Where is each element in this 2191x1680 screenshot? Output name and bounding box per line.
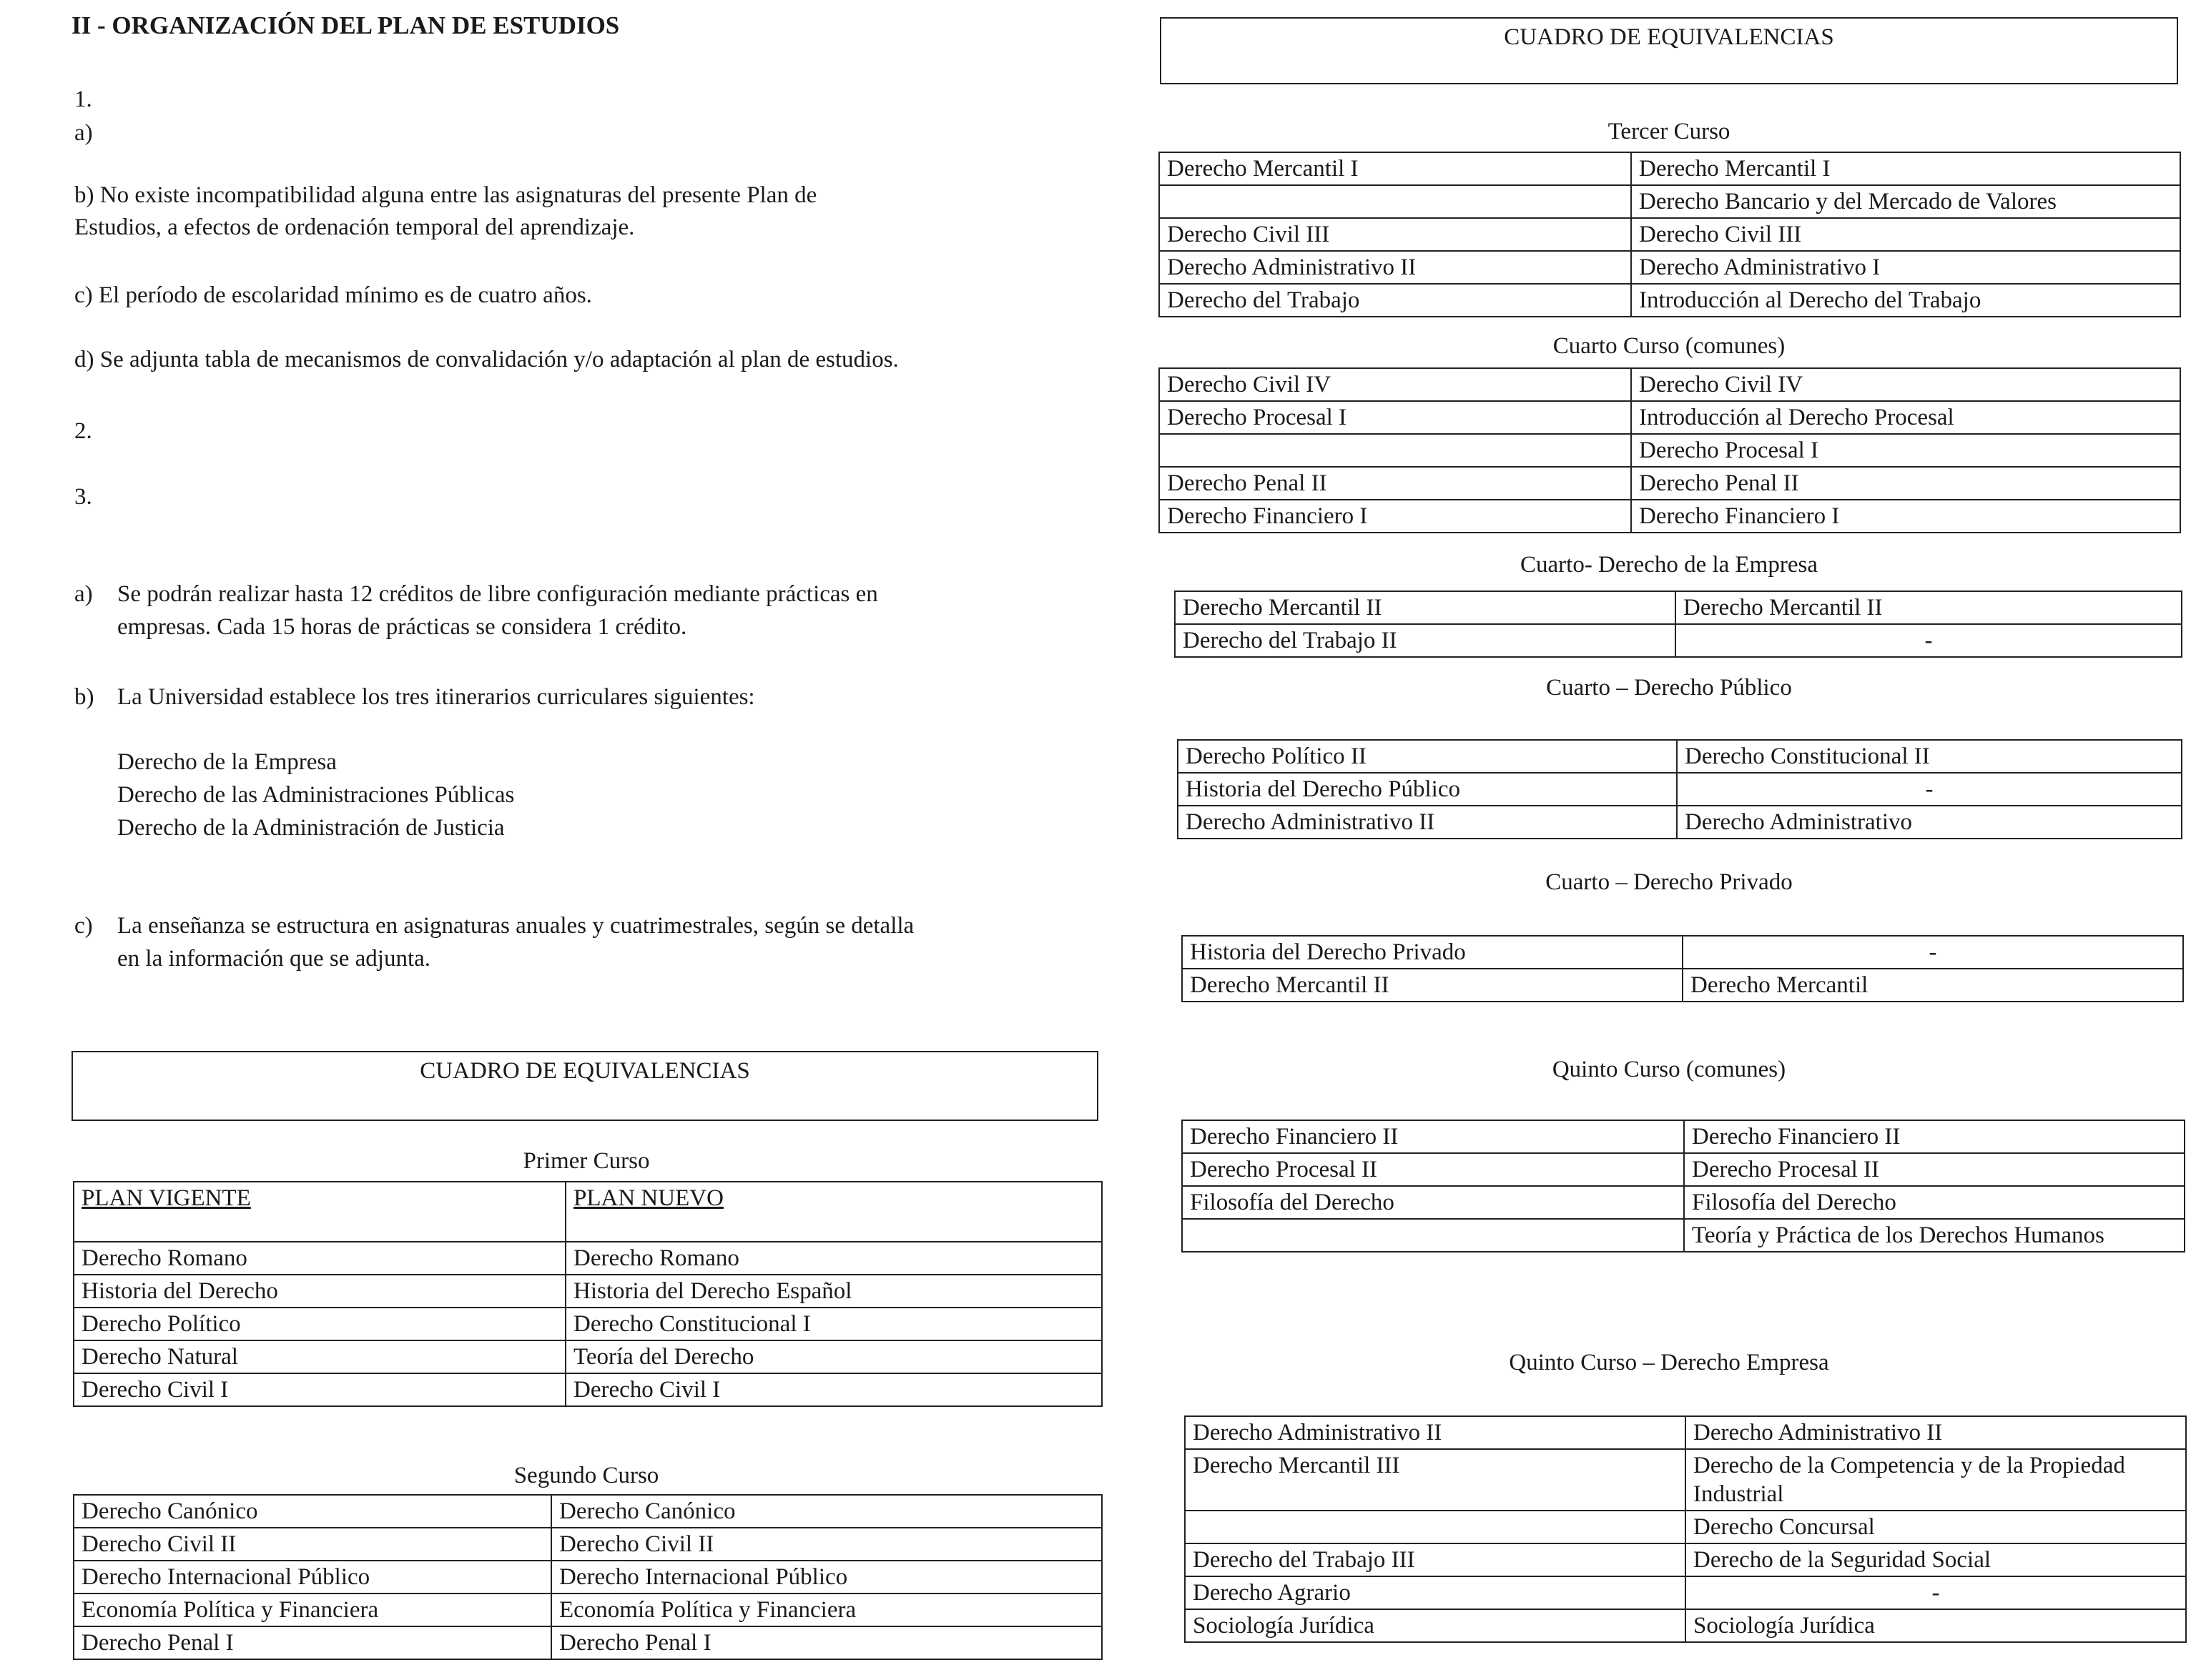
table-row — [1159, 368, 2180, 401]
table-row — [1185, 1609, 2186, 1642]
paragraph-d: d) Se adjunta tabla de mecanismos de convalidación y/o adaptación al plan de estudios. — [74, 347, 899, 372]
table-cell — [1185, 1511, 1685, 1543]
quinto-empresa-table — [1184, 1415, 2187, 1643]
tercer-curso-table — [1158, 152, 2181, 317]
table-cell: Derecho Mercantil I — [1631, 152, 2180, 185]
table-row — [1182, 1219, 2185, 1252]
table-cell: Derecho Financiero I — [1631, 500, 2180, 533]
equivalences-title: CUADRO DE EQUIVALENCIAS — [420, 1058, 750, 1084]
table-row — [1185, 1511, 2186, 1543]
table-row — [74, 1340, 1102, 1373]
table-cell: Derecho de la Competencia y de la Propiedad Industrial — [1685, 1449, 2186, 1511]
paragraph-b-line1: b) No existe incompatibilidad alguna entre las asignaturas del presente Plan de — [74, 182, 817, 208]
table-cell: Derecho Civil I — [566, 1373, 1102, 1406]
table-cell — [1159, 185, 1631, 218]
cuarto-publico-caption: Cuarto – Derecho Público — [1546, 675, 1792, 701]
table-row — [74, 1626, 1102, 1659]
table-cell: Derecho Natural — [74, 1340, 566, 1373]
table-row — [1182, 1153, 2185, 1186]
table-row — [1182, 1186, 2185, 1219]
table-cell: - — [1683, 936, 2183, 969]
list-a-mark: a) — [74, 581, 93, 607]
table-cell: Derecho Internacional Público — [74, 1561, 551, 1593]
list-c-mark: c) — [74, 913, 93, 939]
table-cell — [1159, 434, 1631, 467]
table-cell: Filosofía del Derecho — [1684, 1186, 2185, 1219]
section-heading: II - ORGANIZACIÓN DEL PLAN DE ESTUDIOS — [72, 11, 620, 39]
table-cell: Derecho Agrario — [1185, 1576, 1685, 1609]
table-row — [1159, 500, 2180, 533]
table-cell: Derecho Romano — [74, 1242, 566, 1275]
table-cell: Derecho Penal I — [551, 1626, 1102, 1659]
table-cell: Derecho Concursal — [1685, 1511, 2186, 1543]
table-cell: Derecho Mercantil III — [1185, 1449, 1685, 1511]
table-cell: Derecho Civil III — [1631, 218, 2180, 251]
table-cell: Historia del Derecho — [74, 1275, 566, 1308]
table-cell: Derecho de la Seguridad Social — [1685, 1543, 2186, 1576]
table-row — [1185, 1416, 2186, 1449]
cuarto-empresa-table — [1174, 591, 2182, 658]
cuarto-empresa-caption: Cuarto- Derecho de la Empresa — [1520, 552, 1818, 578]
column-header-plan-vigente: PLAN VIGENTE — [74, 1182, 566, 1242]
table-row — [1159, 401, 2180, 434]
table-cell: Filosofía del Derecho — [1182, 1186, 1684, 1219]
table-cell: - — [1685, 1576, 2186, 1609]
table-cell: Derecho Administrativo II — [1685, 1416, 2186, 1449]
table-cell — [1182, 1219, 1684, 1252]
equivalences-title-box — [72, 1051, 1098, 1121]
equivalences-title-box-right — [1160, 17, 2178, 84]
column-header-plan-nuevo: PLAN NUEVO — [566, 1182, 1102, 1242]
table-row — [1185, 1543, 2186, 1576]
table-row — [74, 1593, 1102, 1626]
paragraph-c: c) El período de escolaridad mínimo es de cuatro años. — [74, 282, 592, 308]
table-cell: Derecho Canónico — [74, 1495, 551, 1528]
item-number-1: 1. — [74, 87, 92, 112]
quinto-empresa-caption: Quinto Curso – Derecho Empresa — [1509, 1350, 1829, 1375]
table-row — [74, 1561, 1102, 1593]
table-cell: Introducción al Derecho del Trabajo — [1631, 284, 2180, 317]
paragraph-b-line2: Estudios, a efectos de ordenación temporal del aprendizaje. — [74, 214, 635, 240]
table-cell: Derecho Financiero I — [1159, 500, 1631, 533]
table-cell: Derecho Civil II — [74, 1528, 551, 1561]
table-cell: Teoría y Práctica de los Derechos Humanos — [1684, 1219, 2185, 1252]
primer-curso-table — [73, 1181, 1103, 1407]
itinerary-item: Derecho de la Empresa — [117, 749, 337, 775]
table-row — [1178, 740, 2182, 773]
table-cell: - — [1677, 773, 2182, 806]
table-row — [1159, 185, 2180, 218]
segundo-curso-caption: Segundo Curso — [513, 1463, 659, 1488]
cuarto-publico-table — [1177, 739, 2182, 839]
list-c-line2: en la información que se adjunta. — [117, 946, 431, 972]
item-number-2: 2. — [74, 418, 92, 444]
table-cell: Derecho Procesal II — [1684, 1153, 2185, 1186]
table-row — [1159, 218, 2180, 251]
table-cell: Historia del Derecho Privado — [1182, 936, 1683, 969]
table-cell: Derecho Político II — [1178, 740, 1677, 773]
table-row — [74, 1373, 1102, 1406]
table-cell: Derecho Canónico — [551, 1495, 1102, 1528]
table-cell: Teoría del Derecho — [566, 1340, 1102, 1373]
table-cell: Derecho Penal II — [1631, 467, 2180, 500]
table-cell: Derecho Constitucional II — [1677, 740, 2182, 773]
table-cell: Derecho del Trabajo II — [1175, 624, 1675, 657]
table-row — [1159, 284, 2180, 317]
table-row — [1159, 467, 2180, 500]
table-cell: Derecho Procesal I — [1631, 434, 2180, 467]
table-cell: Derecho Administrativo — [1677, 806, 2182, 839]
table-row — [74, 1308, 1102, 1340]
list-a-line2: empresas. Cada 15 horas de prácticas se considera 1 crédito. — [117, 614, 687, 640]
table-row — [1178, 773, 2182, 806]
table-cell: Derecho Procesal II — [1182, 1153, 1684, 1186]
table-cell: Derecho Administrativo II — [1159, 251, 1631, 284]
table-row — [1159, 152, 2180, 185]
table-cell: Derecho Procesal I — [1159, 401, 1631, 434]
table-cell: Derecho Romano — [566, 1242, 1102, 1275]
table-row — [1185, 1449, 2186, 1511]
table-cell: Derecho Civil II — [551, 1528, 1102, 1561]
table-cell: Economía Política y Financiera — [74, 1593, 551, 1626]
table-cell: Derecho Civil IV — [1159, 368, 1631, 401]
table-cell: Derecho Financiero II — [1182, 1120, 1684, 1153]
cuarto-privado-caption: Cuarto – Derecho Privado — [1545, 869, 1793, 895]
table-cell: Economía Política y Financiera — [551, 1593, 1102, 1626]
segundo-curso-table — [73, 1494, 1103, 1660]
item-a-label: a) — [74, 120, 93, 146]
table-cell: Derecho Penal II — [1159, 467, 1631, 500]
table-cell: Derecho Financiero II — [1684, 1120, 2185, 1153]
table-cell: Derecho Civil I — [74, 1373, 566, 1406]
table-row — [1182, 1120, 2185, 1153]
table-cell: - — [1675, 624, 2182, 657]
table-row — [74, 1528, 1102, 1561]
item-number-3: 3. — [74, 484, 92, 510]
table-cell: Historia del Derecho Público — [1178, 773, 1677, 806]
table-cell: Derecho del Trabajo III — [1185, 1543, 1685, 1576]
table-row — [1182, 969, 2183, 1002]
table-cell: Derecho Administrativo II — [1178, 806, 1677, 839]
tercer-curso-caption: Tercer Curso — [1607, 119, 1730, 144]
table-row — [1175, 624, 2182, 657]
itinerary-item: Derecho de las Administraciones Públicas — [117, 782, 515, 808]
table-cell: Sociología Jurídica — [1185, 1609, 1685, 1642]
cuarto-curso-caption: Cuarto Curso (comunes) — [1552, 333, 1786, 359]
table-cell: Derecho Constitucional I — [566, 1308, 1102, 1340]
table-cell: Derecho Mercantil I — [1159, 152, 1631, 185]
list-b-line1: La Universidad establece los tres itinerarios curriculares siguientes: — [117, 684, 755, 710]
list-b-mark: b) — [74, 684, 94, 710]
table-row — [1182, 936, 2183, 969]
table-row — [1178, 806, 2182, 839]
table-cell: Derecho Civil III — [1159, 218, 1631, 251]
table-cell: Derecho Mercantil — [1683, 969, 2183, 1002]
table-row — [74, 1275, 1102, 1308]
cuarto-privado-table — [1181, 935, 2184, 1002]
table-cell: Sociología Jurídica — [1685, 1609, 2186, 1642]
table-cell: Derecho Penal I — [74, 1626, 551, 1659]
table-cell: Derecho Mercantil II — [1175, 591, 1675, 624]
table-cell: Derecho Mercantil II — [1182, 969, 1683, 1002]
table-cell: Derecho Civil IV — [1631, 368, 2180, 401]
table-cell: Derecho Político — [74, 1308, 566, 1340]
table-row — [74, 1495, 1102, 1528]
quinto-curso-table — [1181, 1120, 2185, 1252]
table-cell: Historia del Derecho Español — [566, 1275, 1102, 1308]
table-row — [74, 1242, 1102, 1275]
table-row — [1159, 434, 2180, 467]
table-cell: Derecho Administrativo I — [1631, 251, 2180, 284]
cuarto-curso-table — [1158, 367, 2181, 533]
table-cell: Introducción al Derecho Procesal — [1631, 401, 2180, 434]
table-row — [1159, 251, 2180, 284]
list-a-line1: Se podrán realizar hasta 12 créditos de libre configuración mediante prácticas en — [117, 581, 878, 607]
table-cell: Derecho Administrativo II — [1185, 1416, 1685, 1449]
table-cell: Derecho Internacional Público — [551, 1561, 1102, 1593]
table-header-row — [74, 1182, 1102, 1242]
list-c-line1: La enseñanza se estructura en asignaturas anuales y cuatrimestrales, según se detalla — [117, 913, 915, 939]
table-row — [1185, 1576, 2186, 1609]
table-cell: Derecho del Trabajo — [1159, 284, 1631, 317]
quinto-curso-caption: Quinto Curso (comunes) — [1552, 1057, 1786, 1082]
table-cell: Derecho Mercantil II — [1675, 591, 2182, 624]
table-row — [1175, 591, 2182, 624]
itinerary-item: Derecho de la Administración de Justicia — [117, 815, 505, 841]
table-cell: Derecho Bancario y del Mercado de Valores — [1631, 185, 2180, 218]
primer-curso-caption: Primer Curso — [523, 1148, 650, 1174]
equivalences-title: CUADRO DE EQUIVALENCIAS — [1504, 24, 1834, 50]
